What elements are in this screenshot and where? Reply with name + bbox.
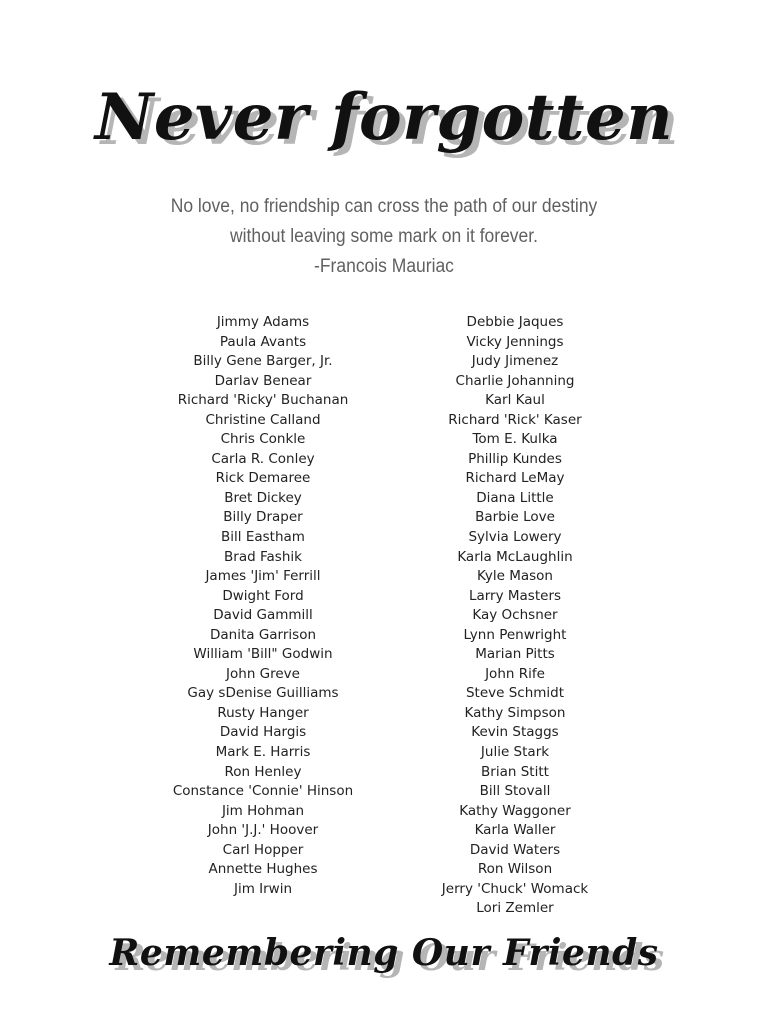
name-list-item: Carl Hopper (222, 841, 304, 858)
name-list-item: David Waters (469, 841, 561, 858)
name-list-item: Jim Hohman (221, 802, 305, 819)
name-list-item: Julie Stark (480, 744, 550, 761)
name-list-item: Marian Pitts (475, 646, 555, 663)
name-list-item: Paula Avants (219, 333, 307, 350)
name-list-item: Larry Masters (468, 587, 562, 604)
name-list-item: Bill Eastham (221, 529, 305, 546)
name-list-item: Sylvia Lowery (468, 529, 562, 546)
name-list-item: Richard LeMay (465, 470, 565, 487)
name-list-item: Kathy Waggoner (459, 802, 571, 819)
name-list-item: Ron Wilson (477, 861, 553, 878)
name-list-item: Karla McLaughlin (457, 548, 573, 565)
name-list-item: John Greve (226, 665, 300, 682)
name-list-item: Vicky Jennings (466, 333, 564, 350)
name-list-item: David Hargis (219, 724, 307, 741)
name-list-item: Darlav Benear (214, 372, 312, 389)
name-list-item: Tom E. Kulka (472, 431, 558, 448)
footer-title: Remembering Our Friends (109, 932, 659, 974)
name-list-item: Dwight Ford (222, 587, 304, 604)
name-list-item: Rick Demaree (215, 470, 311, 487)
name-list-item: Richard 'Rick' Kaser (448, 411, 582, 428)
name-list-item: Jim Irwin (233, 880, 293, 897)
name-list-item: Rusty Hanger (217, 704, 309, 721)
name-list-item: John 'J.J.' Hoover (207, 822, 319, 839)
name-list-item: James 'Jim' Ferrill (205, 568, 321, 585)
name-list-item: Kay Ochsner (472, 607, 558, 624)
name-list-item: Brad Fashik (224, 548, 302, 565)
name-list-item: Barbie Love (475, 509, 555, 526)
name-list-item: Ron Henley (224, 763, 302, 780)
name-list-item: Constance 'Connie' Hinson (172, 783, 354, 800)
name-list-item: Billy Gene Barger, Jr. (193, 353, 333, 370)
name-list-item: Mark E. Harris (215, 744, 311, 761)
name-list-item: Bret Dickey (224, 489, 302, 506)
name-list-item: Richard 'Ricky' Buchanan (177, 392, 349, 409)
names-column-right (385, 313, 645, 919)
name-list-item: Christine Calland (205, 411, 321, 428)
page-title: Never forgotten (94, 80, 674, 155)
name-list-item: Kevin Staggs (471, 724, 559, 741)
name-list-item: Lori Zemler (476, 900, 554, 917)
name-list-item: Judy Jimenez (471, 353, 559, 370)
name-list-item: Chris Conkle (220, 431, 306, 448)
name-list-item: Danita Garrison (209, 626, 317, 643)
name-list-item: Diana Little (476, 489, 554, 506)
name-list-item: Karla Waller (474, 822, 556, 839)
name-list-item: Brian Stitt (481, 763, 549, 780)
quote-line-2: without leaving some mark on it forever. (230, 226, 538, 247)
name-list-item: Phillip Kundes (468, 450, 562, 467)
name-list-item: Carla R. Conley (211, 450, 315, 467)
name-list-item: Lynn Penwright (463, 626, 567, 643)
quote-line-1: No love, no friendship can cross the path of our destiny (170, 196, 598, 217)
name-list-item: David Gammill (213, 607, 313, 624)
name-list-item: Jerry 'Chuck' Womack (441, 880, 589, 897)
name-list-item: Charlie Johanning (455, 372, 575, 389)
name-list-item: Kyle Mason (477, 568, 553, 585)
name-list-item: Gay sDenise Guilliams (187, 685, 339, 702)
name-list-item: Kathy Simpson (464, 704, 566, 721)
name-list-item: Billy Draper (223, 509, 303, 526)
name-list-item: Annette Hughes (208, 861, 318, 878)
name-list-item: Bill Stovall (479, 783, 551, 800)
name-list-item: Steve Schmidt (465, 685, 565, 702)
name-list-item: John Rife (485, 665, 545, 682)
name-list-item: Jimmy Adams (216, 314, 310, 330)
name-list-item: Karl Kaul (485, 392, 545, 409)
quote-attribution: -Francois Mauriac (314, 256, 454, 277)
quote-block (123, 192, 646, 282)
name-list-item: William 'Bill" Godwin (193, 646, 333, 663)
names-column-left (133, 313, 393, 899)
name-list-item: Debbie Jaques (466, 314, 564, 330)
